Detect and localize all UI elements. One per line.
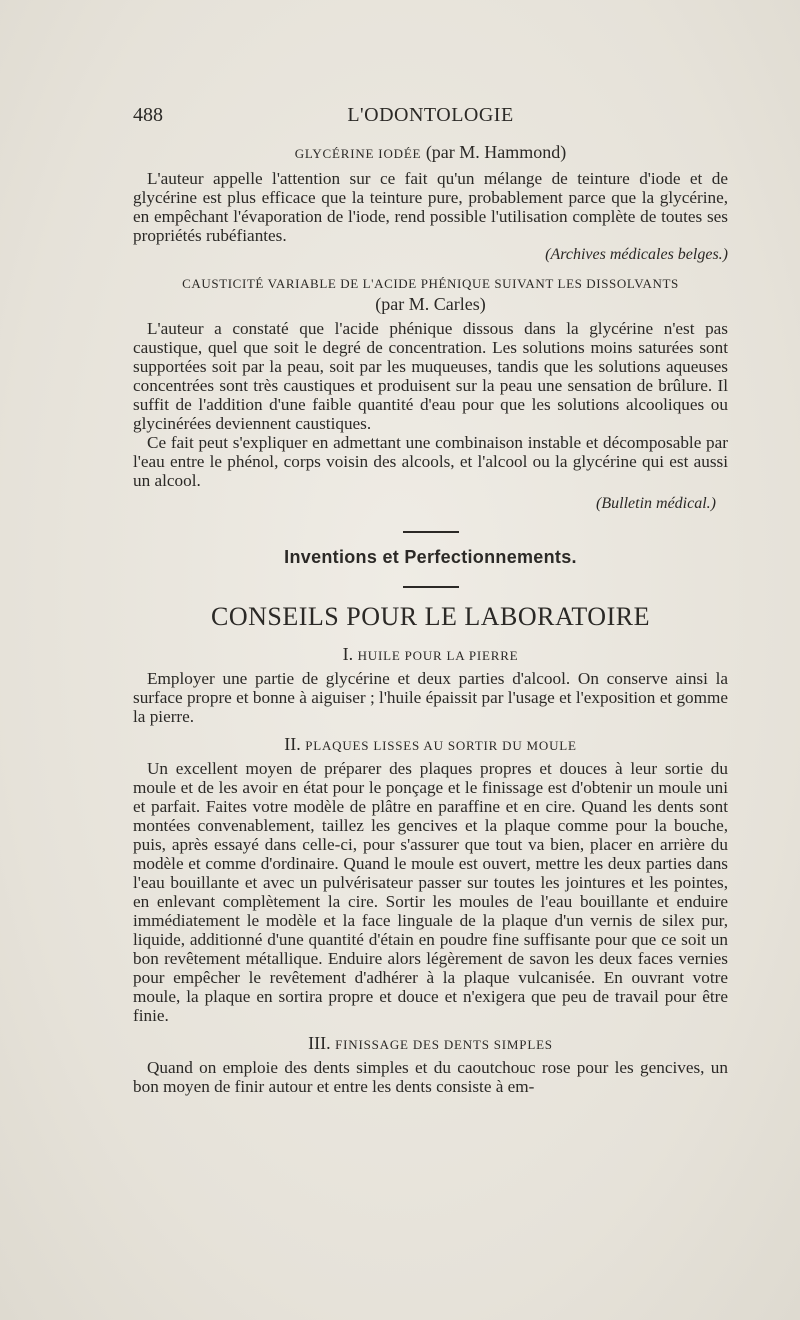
- section-heading: Inventions et Perfectionnements.: [284, 547, 577, 567]
- running-title: L'ODONTOLOGIE: [347, 104, 514, 126]
- section-title: CONSEILS POUR LE LABORATOIRE: [211, 602, 650, 631]
- part1-heading: [133, 644, 728, 665]
- part3-body: Quand on emploie des dents simples et du caoutchouc rose pour les gencives, un bon moyen de finir autour et entre les dents consiste à em-: [133, 1058, 728, 1096]
- article2-author: (par M. Carles): [375, 294, 486, 314]
- part3-heading: [133, 1033, 728, 1054]
- part3-title: FINISSAGE DES DENTS SIMPLES: [335, 1037, 553, 1052]
- article1-author: (par M. Hammond): [425, 142, 567, 162]
- article2-source: (Bulletin médical.): [596, 495, 716, 512]
- part1-numeral: I.: [342, 644, 354, 664]
- article2-body-1: L'auteur a constaté que l'acide phénique dissous dans la glycérine n'est pas caustique, quel que soit le degré de concentration. Les solutions moins saturées sont supportées soit par la peau, soit par les muqueuses, tandis que les solutions aqueuses concentrées sont très caustiques et produisent sur la peau une sensation de brûlure. Il suffit de l'addition d'une faible quantité d'eau pour que les solutions alcooliques ou glycinérées deviennent caustiques.: [133, 319, 728, 433]
- article1-title: GLYCÉRINE IODÉE: [294, 146, 422, 161]
- article1-source: (Archives médicales belges.): [545, 246, 728, 263]
- text-column: [133, 104, 728, 1096]
- part2-numeral: II.: [284, 734, 301, 754]
- article2-body-2: Ce fait peut s'expliquer en admettant une combinaison instable et décomposable par l'eau entre le phénol, corps voisin des alcools, et l'alcool ou la glycérine qui est aussi un alcool.: [133, 433, 728, 490]
- divider-rule: [403, 586, 459, 588]
- part1-body: Employer une partie de glycérine et deux parties d'alcool. On conserve ainsi la surface propre et bonne à aiguiser ; l'huile épaissit par l'usage et l'exposition et gomme la pierre.: [133, 669, 728, 726]
- article1-body: L'auteur appelle l'attention sur ce fait qu'un mélange de teinture d'iode et de glycérine est plus efficace que la teinture pure, probablement parce que la glycérine, en empêchant l'évaporation de l'iode, rend possible l'utilisation complète de toutes ses propriétés rubéfiantes.: [133, 169, 728, 245]
- page-number: 488: [133, 104, 163, 126]
- part1-title: HUILE POUR LA PIERRE: [357, 648, 519, 663]
- part2-heading: [133, 734, 728, 755]
- part3-numeral: III.: [308, 1033, 331, 1053]
- divider-rule: [403, 531, 459, 533]
- part2-title: PLAQUES LISSES AU SORTIR DU MOULE: [305, 738, 577, 753]
- part2-body: Un excellent moyen de préparer des plaques propres et douces à leur sortie du moule et de les avoir en état pour le ponçage et le finissage est d'obtenir un moule uni et parfait. Faites votre modèle de plâtre en paraffine et en cire. Quand les dents sont montées convenablement, taillez les gencives et la plaque comme pour la bouche, puis, après essayé dans celle-ci, pour s'assurer que tout va bien, placer en arrière du modèle et comme d'ordinaire. Quand le moule est ouvert, mettre les deux parties dans l'eau bouillante et avec un pulvérisateur passer sur toutes les jointures et les pointes, en enlevant complètement la cire. Sortir les moules de l'eau bouillante et enduire immédiatement le modèle et la face linguale de la plaque d'un vernis de silex pur, liquide, additionné d'une quantité d'étain en poudre fine suffisante pour que ce soit un bon revêtement métallique. Enduire alors légèrement de savon les deux faces vernies pour empêcher le revêtement d'adhérer à la plaque vulcanisée. En ouvrant votre moule, la plaque en sortira propre et douce et n'exigera que peu de travail pour être finie.: [133, 759, 728, 1025]
- running-header: [133, 104, 728, 134]
- article1-heading: [133, 142, 728, 163]
- article2-title: CAUSTICITÉ VARIABLE DE L'ACIDE PHÉNIQUE SUIVANT LES DISSOLVANTS: [182, 276, 679, 291]
